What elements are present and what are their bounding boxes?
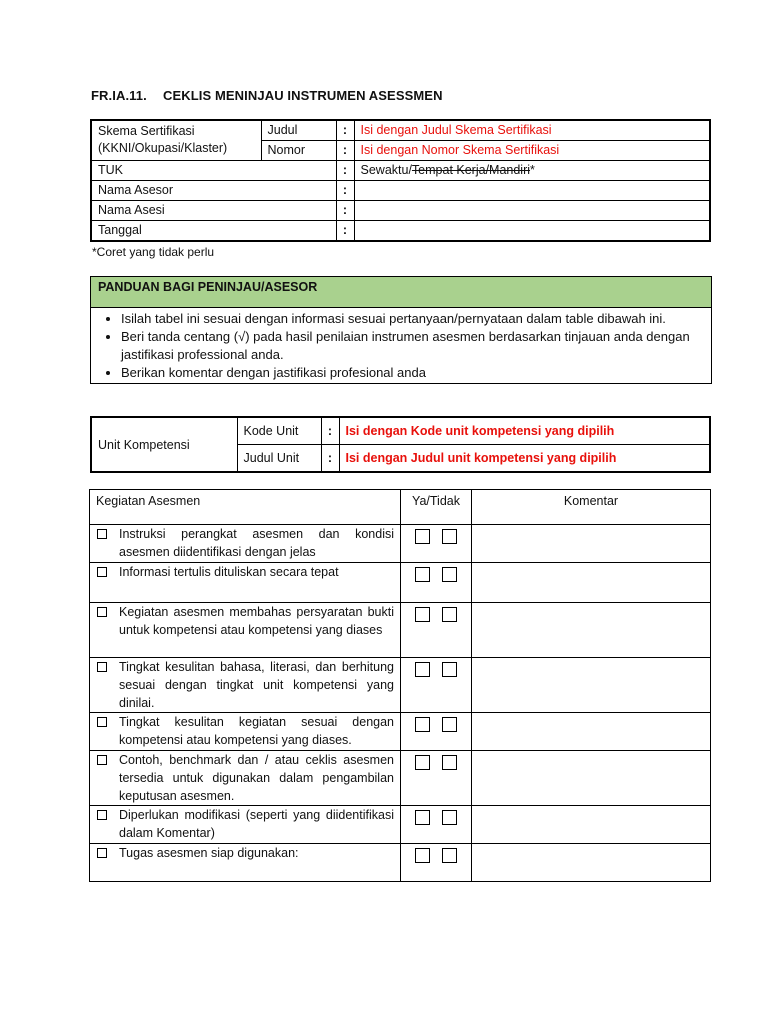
asesi-label: Nama Asesi [91, 201, 336, 221]
table-row: Informasi tertulis dituliskan secara tepat [90, 563, 711, 603]
tuk-label: TUK [91, 161, 336, 181]
strike-note: *Coret yang tidak perlu [92, 245, 215, 259]
panduan-item: • Berikan komentar dengan jastifikasi profesional anda [121, 364, 703, 382]
ya-checkbox[interactable] [415, 810, 430, 825]
nomor-label: Nomor [261, 141, 336, 161]
tidak-checkbox[interactable] [442, 607, 457, 622]
ya-checkbox[interactable] [415, 662, 430, 677]
panduan-item: • Beri tanda centang (√) pada hasil penilaian instrumen asesmen berdasarkan tinjauan anda dengan jastifikasi professional anda. [121, 328, 703, 364]
skema-label: Skema Sertifikasi (KKNI/Okupasi/Klaster) [91, 120, 261, 161]
col-yatidak-header: Ya/Tidak [401, 490, 472, 525]
form-title-text: CEKLIS MENINJAU INSTRUMEN ASESSMEN [163, 88, 443, 103]
ya-checkbox[interactable] [415, 529, 430, 544]
judul-unit-label: Judul Unit [237, 445, 321, 473]
panduan-list [91, 308, 711, 383]
unit-table: Unit Kompetensi Kode Unit : Isi dengan Kode unit kompetensi yang dipilih Judul Unit : Isi dengan Judul unit kompetensi yang dipilih [90, 416, 711, 473]
col-kegiatan-header: Kegiatan Asesmen [90, 490, 401, 525]
col-komentar-header: Komentar [472, 490, 711, 525]
bullet-box-icon [97, 810, 107, 820]
bullet-box-icon [97, 607, 107, 617]
table-row: Tugas asesmen siap digunakan: [90, 844, 711, 882]
table-row: Contoh, benchmark dan / atau ceklis asesmen tersedia untuk digunakan dalam pengambilan keputusan asesmen. [90, 751, 711, 806]
nomor-value[interactable]: Isi dengan Nomor Skema Sertifikasi [354, 141, 710, 161]
checklist-table [89, 489, 711, 882]
komentar-cell[interactable] [472, 751, 711, 806]
kode-unit-label: Kode Unit [237, 417, 321, 445]
tidak-checkbox[interactable] [442, 848, 457, 863]
bullet-box-icon [97, 662, 107, 672]
asesor-label: Nama Asesor [91, 181, 336, 201]
tidak-checkbox[interactable] [442, 717, 457, 732]
komentar-cell[interactable] [472, 658, 711, 713]
form-code: FR.IA.11. [91, 88, 147, 103]
tuk-value[interactable]: Sewaktu/Tempat Kerja/Mandiri* [354, 161, 710, 181]
panduan-heading: PANDUAN BAGI PENINJAU/ASESOR [91, 277, 711, 308]
tidak-checkbox[interactable] [442, 529, 457, 544]
tidak-checkbox[interactable] [442, 810, 457, 825]
ya-checkbox[interactable] [415, 755, 430, 770]
asesor-field[interactable] [354, 181, 710, 201]
panduan-item: • Isilah tabel ini sesuai dengan informasi sesuai pertanyaan/pernyataan dalam table dibawah ini. [121, 310, 703, 328]
tuk-struck-option: Tempat Kerja/Mandiri [411, 163, 531, 177]
info-table: Skema Sertifikasi (KKNI/Okupasi/Klaster) Judul : Isi dengan Judul Skema Sertifikasi Nomor : Isi dengan Nomor Skema Sertifikasi TUK : Sewaktu/Tempat Kerja/Mandiri* Nama Asesor : Nama Asesi : Tanggal : [90, 119, 711, 242]
tanggal-label: Tanggal [91, 221, 336, 242]
judul-label: Judul [261, 120, 336, 141]
bullet-box-icon [97, 848, 107, 858]
tidak-checkbox[interactable] [442, 662, 457, 677]
komentar-cell[interactable] [472, 563, 711, 603]
tanggal-field[interactable] [354, 221, 710, 242]
kode-unit-value[interactable]: Isi dengan Kode unit kompetensi yang dipilih [339, 417, 710, 445]
table-row: Tingkat kesulitan kegiatan sesuai dengan kompetensi atau kompetensi yang diases. [90, 713, 711, 751]
bullet-box-icon [97, 717, 107, 727]
komentar-cell[interactable] [472, 844, 711, 882]
komentar-cell[interactable] [472, 713, 711, 751]
table-row: Diperlukan modifikasi (seperti yang diidentifikasi dalam Komentar) [90, 806, 711, 844]
unit-kompetensi-label: Unit Kompetensi [91, 417, 237, 472]
komentar-cell[interactable] [472, 806, 711, 844]
table-row: Kegiatan asesmen membahas persyaratan bukti untuk kompetensi atau kompetensi yang diases [90, 603, 711, 658]
ya-checkbox[interactable] [415, 567, 430, 582]
table-row: Instruksi perangkat asesmen dan kondisi asesmen diidentifikasi dengan jelas [90, 525, 711, 563]
komentar-cell[interactable] [472, 603, 711, 658]
ya-checkbox[interactable] [415, 848, 430, 863]
bullet-box-icon [97, 567, 107, 577]
form-title [91, 88, 443, 103]
ya-checkbox[interactable] [415, 717, 430, 732]
judul-unit-value[interactable]: Isi dengan Judul unit kompetensi yang dipilih [339, 445, 710, 473]
komentar-cell[interactable] [472, 525, 711, 563]
ya-checkbox[interactable] [415, 607, 430, 622]
judul-value[interactable]: Isi dengan Judul Skema Sertifikasi [354, 120, 710, 141]
asesi-field[interactable] [354, 201, 710, 221]
panduan-box [90, 276, 712, 384]
table-row: Tingkat kesulitan bahasa, literasi, dan berhitung sesuai dengan tingkat unit kompetensi yang dinilai. [90, 658, 711, 713]
bullet-box-icon [97, 529, 107, 539]
tidak-checkbox[interactable] [442, 567, 457, 582]
bullet-box-icon [97, 755, 107, 765]
tidak-checkbox[interactable] [442, 755, 457, 770]
